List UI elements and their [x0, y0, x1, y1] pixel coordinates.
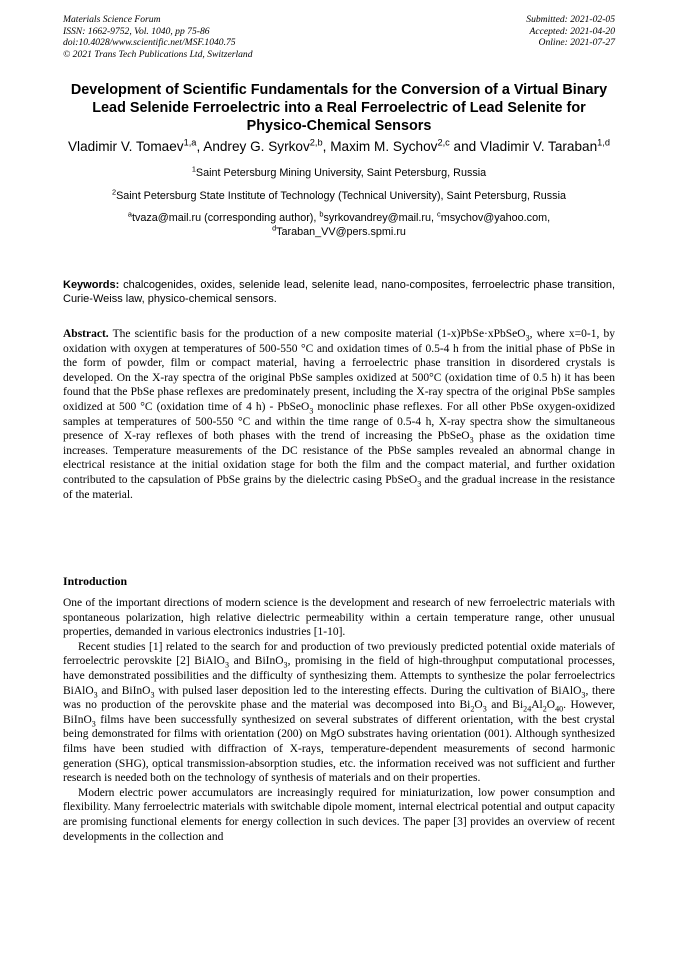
affiliation-text: Saint Petersburg State Institute of Technology (Technical University), Saint Petersburg, Russia — [116, 190, 566, 202]
email-mark: a — [127, 209, 132, 219]
affiliation-mark: 1 — [191, 164, 196, 174]
publication-dates — [526, 14, 615, 49]
subscript: 3 — [482, 704, 487, 714]
subscript: 3 — [581, 689, 586, 699]
paragraph-1: One of the important directions of modern science is the development and research of new ferroelectric materials with spontaneous polarization, high relative dielectric permeability within a certain temperature range, other unusual properties, demanded in various electronics industries [1-10]. — [63, 597, 615, 639]
email-b: syrkovandrey@mail.ru, — [323, 212, 438, 224]
affiliation-1 — [63, 166, 615, 181]
subscript: 24 — [523, 704, 532, 714]
email-mark: c — [437, 209, 441, 219]
keywords — [63, 278, 615, 306]
abstract-text: phase as the oxidation time increases. Temperature measurements of the DC resistance of the PbSe samples revealed an abnormal change in electrical resistance at the initial oxidation stage for both the film and the compact material, and further oxidation contributed to the capsulation of PbSe grains by the dielectric casing PbSeO — [63, 430, 615, 486]
author-separator: and — [449, 139, 481, 154]
paragraph-text: , promising in the field of high-throughput computational processes, have demonstrated possibilities and the difficulty of synthesizing them. Attempts to synthesize the polar ferroelectrics BiAlO — [63, 655, 615, 697]
author-name: Maxim M. Sychov — [330, 139, 438, 154]
subscript: 3 — [224, 660, 229, 670]
paragraph-3: Modern electric power accumulators are increasingly required for miniaturization, low power consumption and flexibility. Many ferroelectric materials with switchable dipole moment, internal electrical potential and output capacity are promising functional elements for energy collection in such devices. The paper [3] provides an overview of recent developments in the collection and — [63, 786, 615, 843]
email-d: Taraban_VV@pers.spmi.ru — [276, 226, 406, 238]
subscript: 3 — [93, 689, 98, 699]
keywords-label: Keywords: — [63, 279, 120, 291]
subscript: 2 — [470, 704, 475, 714]
journal-name: Materials Science Forum — [63, 14, 161, 25]
journal-info — [63, 14, 253, 60]
author-affiliation-mark: 2,c — [437, 137, 450, 148]
subscript: 3 — [469, 435, 474, 445]
paragraph-text: with pulsed laser deposition led to the interesting effects. During the cultivation of BiAlO — [154, 684, 582, 697]
abstract-text: The scientific basis for the production of a new composite material (1-x)PbSe·xPbSeO — [108, 328, 526, 340]
affiliation-2 — [63, 189, 615, 204]
email-list — [63, 211, 615, 239]
accepted-date: Accepted: 2021-04-20 — [529, 25, 615, 37]
author-name: Vladimir V. Taraban — [480, 139, 598, 154]
author-affiliation-mark: 2,b — [309, 137, 323, 148]
author-separator: , — [322, 139, 331, 154]
email-mark: d — [272, 223, 277, 233]
paragraph-2 — [63, 640, 615, 786]
paragraph-text: films have been successfully synthesized on several substrates of different orientation, with the best crystal being demonstrated for films with orientation (200) on MgO substrates having orientation (001). Although synthesized films have been studied with diffraction of X-rays, temperature-dependent measurements of second harmonic generation (SHG), optical transmission-absorption studies, etc. the information received was not sufficient and further research is needed both on the technology of synthesis of materials and on their properties. — [63, 713, 615, 785]
subscript: 3 — [417, 479, 422, 489]
paragraph-text: and BiInO — [97, 684, 151, 697]
email-mark: b — [319, 209, 324, 219]
paragraph-text: Recent studies [1] related to the search for and production of two previously predicted potential oxide materials of ferroelectric perovskite [2] BiAlO — [63, 640, 615, 668]
paragraph-text: O — [546, 699, 556, 712]
abstract-label: Abstract. — [63, 328, 109, 340]
email-a: tvaza@mail.ru (corresponding author), — [132, 212, 320, 224]
paragraph-text: and BiInO — [228, 655, 284, 668]
online-date: Online: 2021-07-27 — [538, 37, 615, 48]
doi-line: doi:10.4028/www.scientific.net/MSF.1040.75 — [63, 37, 236, 48]
subscript: 3 — [150, 689, 155, 699]
author-affiliation-mark: 1,a — [183, 137, 197, 148]
section-heading-introduction: Introduction — [63, 574, 128, 588]
author-list — [63, 137, 615, 156]
paragraph-text: O — [474, 699, 483, 712]
paragraph-text: Al — [531, 699, 543, 712]
author-name: Vladimir V. Tomaev — [67, 139, 184, 154]
issn-line: ISSN: 1662-9752, Vol. 1040, pp 75-86 — [63, 25, 210, 37]
affiliation-text: Saint Petersburg Mining University, Saint Petersburg, Russia — [195, 167, 487, 179]
author-name: Andrey G. Syrkov — [203, 139, 310, 154]
paragraph-text: . However, BiInO — [63, 699, 616, 726]
author-affiliation-mark: 1,d — [597, 137, 610, 148]
subscript: 3 — [525, 333, 530, 343]
paragraph-text: , there was no production of the perovskite phase and the material was decomposed into Bi — [63, 684, 615, 712]
copyright-line: © 2021 Trans Tech Publications Ltd, Switzerland — [63, 48, 253, 60]
author-separator: , — [196, 139, 204, 154]
submitted-date: Submitted: 2021-02-05 — [526, 14, 615, 25]
subscript: 3 — [283, 660, 288, 670]
subscript: 2 — [542, 704, 547, 714]
keywords-text: chalcogenides, oxides, selenide lead, selenite lead, nano-composites, ferroelectric phase transition, Curie-Weiss law, physico-chemical sensors. — [63, 279, 615, 305]
email-c: msychov@yahoo.com, — [440, 212, 551, 224]
subscript: 40 — [555, 704, 564, 714]
abstract-text: monoclinic phase reflexes. For all other PbSe oxygen-oxidized samples at temperatures of 500-550 °C and within the time range of 0.5-4 h, X-ray spectra show the simultaneous presence of X-ray reflexes of both phases with the trend of increasing the PbSeO — [63, 400, 615, 443]
subscript: 3 — [91, 719, 96, 729]
affiliation-mark: 2 — [112, 187, 117, 197]
abstract-text: and the gradual increase in the resistance of the material. — [63, 473, 615, 501]
title-block — [63, 81, 615, 239]
paper-title: Development of Scientific Fundamentals for the Conversion of a Virtual Binary Lead Selenide Ferroelectric into a Real Ferroelectric of Lead Selenite for Physico-Chemical Sensors — [70, 82, 608, 134]
abstract-text: , where x=0-1, by oxidation with oxygen at temperatures of 500-550 °C and oxidation times of 0.5-4 h from the initial phase of PbSe in the form of powder, film or compact material, having a ferroelectric phase transition in disordered crystals is developed. On the X-ray spectra of the original PbSe samples oxidized at 500°C (oxidation time of 0.5 h) it has been found that the PbSe phase reflexes are predominately present, including the X-ray spectra of the original PbSe samples oxidized at 500 °C (oxidation time of 4 h) - PbSeO — [63, 328, 615, 413]
paragraph-text: and Bi — [486, 699, 524, 712]
abstract — [63, 327, 615, 502]
subscript: 3 — [309, 406, 314, 416]
introduction-body — [63, 596, 615, 844]
